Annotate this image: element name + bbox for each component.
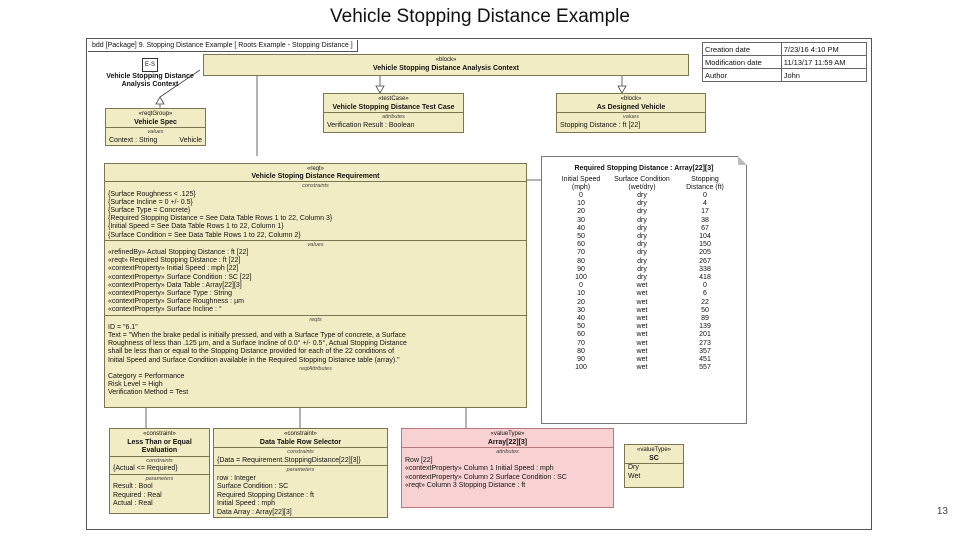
- table-cell: dry: [637, 257, 647, 265]
- table-cell: 30: [577, 306, 585, 314]
- data-table-note[interactable]: [541, 156, 747, 424]
- table-row: [553, 323, 735, 331]
- reqt-text-line: ID = "6.1": [108, 323, 138, 331]
- column-header: Stopping Distance (ft): [686, 176, 724, 191]
- table-cell: 80: [577, 257, 585, 265]
- table-cell: wet: [636, 331, 648, 339]
- table-cell: 0: [703, 192, 707, 199]
- constraint-item: {Surface Roughness < .125}: [108, 190, 196, 198]
- parameter-item: Data Array : Array[22][3]: [217, 508, 292, 516]
- section-label: attributes: [382, 114, 405, 120]
- table-cell: 60: [577, 331, 585, 339]
- table-cell: 557: [699, 364, 711, 372]
- table-row: [553, 307, 735, 315]
- reqt-text-line: shall be less than or equal to the Stopping Distance provided for each of the 22 conditions of: [108, 348, 395, 356]
- meta-key: Creation date: [703, 43, 782, 56]
- block-stereotype: «constraint»: [284, 431, 317, 437]
- table-row: [553, 315, 735, 323]
- table-cell: 0: [579, 282, 583, 290]
- table-cell: 20: [577, 208, 585, 216]
- block-designed-vehicle[interactable]: [556, 93, 706, 133]
- block-name: Data Table Row Selector: [259, 438, 342, 446]
- table-row: [553, 241, 735, 249]
- table-cell: 30: [577, 216, 585, 224]
- value-item: Stopping Distance : ft [22]: [560, 121, 641, 129]
- table-cell: 4: [703, 200, 707, 208]
- block-stereotype: «reqtGroup»: [138, 111, 173, 117]
- constraint-item: {Data = Requirement.StoppingDistance[22][3]}: [217, 456, 361, 464]
- table-cell: 50: [577, 233, 585, 241]
- meta-value: 11/13/17 11:59 AM: [781, 56, 866, 69]
- constraint-item: {Actual <= Required}: [113, 465, 178, 472]
- parameter-item: row : Integer: [217, 474, 256, 482]
- block-sc-type[interactable]: [624, 444, 684, 488]
- table-cell: dry: [637, 274, 647, 282]
- table-cell: dry: [637, 208, 647, 216]
- attribute-item: «contextProperty» Column 1 Initial Speed : mph: [405, 465, 554, 472]
- table-row: [553, 249, 735, 257]
- column-header: Surface Condition (wet/dry): [614, 176, 670, 191]
- table-cell: 418: [699, 274, 711, 282]
- value-item: «reqt» Required Stopping Distance : ft [22]: [108, 257, 241, 265]
- block-name: Vehicle Stopping Distance Analysis Context: [373, 64, 519, 72]
- context-icon-group: [100, 58, 200, 89]
- table-row: [553, 200, 735, 208]
- section-label: attributes: [496, 449, 519, 455]
- meta-key: Author: [703, 69, 782, 82]
- table-cell: 10: [577, 290, 585, 298]
- block-name: Vehicle Stoping Distance Requirement: [251, 173, 380, 181]
- table-cell: 80: [577, 347, 585, 355]
- attribute-item: Row [22]: [405, 456, 433, 464]
- section-label: parameters: [286, 467, 315, 473]
- block-stereotype: «testCase»: [378, 96, 409, 102]
- table-cell: 60: [577, 241, 585, 249]
- constraint-item: {Surface Type = Concrete}: [108, 207, 191, 215]
- table-cell: 6: [703, 290, 707, 298]
- table-cell: 50: [577, 323, 585, 331]
- reqt-text-line: Initial Speed and Surface Condition available in the Required Stopping Distance table (array).": [108, 356, 400, 364]
- value-item: «contextProperty» Surface Condition : SC [22]: [108, 273, 252, 281]
- value-item: «contextProperty» Surface Incline : °: [108, 306, 222, 314]
- table-cell: 90: [577, 265, 585, 273]
- block-stereotype: «block»: [435, 57, 457, 63]
- block-icon: E-S: [142, 58, 158, 72]
- block-stereotype: «constraint»: [143, 431, 176, 437]
- table-cell: 104: [699, 233, 711, 241]
- table-cell: 17: [701, 208, 709, 216]
- table-cell: wet: [636, 356, 648, 364]
- frame-label: bdd [Package] 9. Stopping Distance Example [ Roots Example - Stopping Distance ]: [88, 40, 358, 52]
- table-cell: wet: [636, 315, 648, 323]
- table-cell: 100: [575, 364, 587, 372]
- table-row: [553, 208, 735, 216]
- value-item: «contextProperty» Surface Roughness : µm: [108, 298, 244, 306]
- attribute-item: Verification Method = Test: [108, 389, 189, 397]
- block-row-selector[interactable]: [213, 428, 388, 518]
- attribute-item: Category = Performance: [108, 373, 185, 381]
- attribute-item: Verification Result : Boolean: [327, 121, 415, 129]
- value-item: Context : String: [109, 136, 158, 144]
- block-vehicle-spec[interactable]: [105, 108, 206, 146]
- parameter-item: Required : Real: [113, 491, 162, 499]
- block-name: SC: [649, 454, 659, 462]
- table-row: [553, 282, 735, 290]
- table-cell: 0: [703, 282, 707, 290]
- constraint-item: {Initial Speed = See Data Table Rows 1 to 22, Column 1}: [108, 223, 284, 231]
- table-cell: dry: [637, 249, 647, 257]
- table-cell: 10: [577, 200, 585, 208]
- table-row: [553, 258, 735, 266]
- table-body: [553, 192, 735, 372]
- section-label: values: [307, 241, 324, 248]
- section-label: values: [623, 114, 639, 120]
- parameter-item: Surface Condition : SC: [217, 483, 289, 490]
- block-name: Vehicle Spec: [134, 118, 177, 126]
- attribute-item: Risk Level = High: [108, 381, 163, 389]
- block-requirement[interactable]: [104, 163, 527, 408]
- table-cell: dry: [637, 200, 647, 208]
- meta-key: Modification date: [703, 56, 782, 69]
- table-row: [553, 331, 735, 339]
- table-cell: 40: [577, 315, 585, 323]
- section-label: constraints: [146, 457, 173, 464]
- page-number: 13: [936, 506, 948, 517]
- table-cell: 338: [699, 265, 711, 273]
- constraint-item: {Surface Incline = 0 +/- 0.5}: [108, 198, 193, 206]
- section-label: reqts: [309, 316, 322, 323]
- table-row: [553, 290, 735, 298]
- table-cell: 451: [699, 356, 711, 364]
- table-row: [553, 364, 735, 372]
- block-stereotype: «reqt»: [306, 166, 324, 172]
- table-cell: 100: [575, 274, 587, 282]
- block-stereotype: «valueType»: [636, 447, 672, 453]
- parameter-item: Required Stopping Distance : ft: [217, 491, 314, 499]
- table-cell: 50: [701, 306, 709, 314]
- table-cell: wet: [636, 306, 648, 314]
- table-cell: wet: [636, 290, 648, 298]
- section-label: values: [147, 129, 164, 135]
- table-row: [553, 266, 735, 274]
- section-label: constraints: [302, 183, 329, 190]
- section-label: constraints: [287, 449, 314, 455]
- table-cell: dry: [637, 241, 647, 249]
- meta-value: John: [781, 69, 866, 82]
- table-cell: wet: [636, 347, 648, 355]
- table-cell: wet: [636, 364, 648, 372]
- block-name: As Designed Vehicle: [596, 103, 666, 111]
- table-row: [553, 233, 735, 241]
- table-cell: wet: [636, 298, 648, 306]
- attribute-item: «contextProperty» Column 2 Surface Condition : SC: [405, 473, 567, 481]
- section-label: reqtAttributes: [299, 365, 332, 372]
- context-icon-label: Vehicle Stopping Distance Analysis Context: [106, 73, 194, 88]
- block-test-case[interactable]: [323, 93, 464, 133]
- parameter-item: Actual : Real: [113, 500, 153, 507]
- meta-value: 7/23/16 4:10 PM: [781, 43, 866, 56]
- value-item: Vehicle: [179, 136, 202, 144]
- block-name: Array[22][3]: [487, 438, 528, 446]
- parameter-item: Initial Speed : mph: [217, 500, 275, 507]
- table-cell: dry: [637, 233, 647, 241]
- table-row: [553, 217, 735, 225]
- table-row: [553, 356, 735, 364]
- block-value-array[interactable]: [401, 428, 614, 508]
- block-name: Less Than or Equal Evaluation: [127, 438, 192, 454]
- table-cell: 40: [577, 224, 585, 232]
- block-analysis-context[interactable]: [203, 54, 689, 76]
- value-item: «refinedBy» Actual Stopping Distance : ft [22]: [108, 249, 249, 257]
- table-row: [553, 274, 735, 282]
- table-cell: 201: [699, 331, 711, 339]
- attribute-item: «reqt» Column 3 Stopping Distance : ft: [405, 482, 526, 489]
- slide-title: Vehicle Stopping Distance Example: [330, 6, 630, 27]
- enum-literal: Dry: [628, 464, 639, 471]
- table-cell: 205: [699, 249, 711, 257]
- note-fold-corner: [738, 156, 747, 165]
- value-item: «contextProperty» Surface Type : String: [108, 290, 232, 298]
- data-table-title: Required Stopping Distance : Array[22][3]: [574, 165, 714, 172]
- table-cell: 139: [699, 323, 711, 331]
- value-item: «contextProperty» Initial Speed : mph [22]: [108, 265, 239, 273]
- table-cell: 20: [577, 298, 585, 306]
- table-cell: 267: [699, 257, 711, 265]
- table-cell: wet: [636, 282, 648, 290]
- table-cell: dry: [637, 192, 647, 199]
- table-cell: dry: [637, 265, 647, 273]
- column-header: Initial Speed (mph): [561, 176, 601, 191]
- block-stereotype: «valueType»: [490, 431, 525, 437]
- reqt-text-line: Text = "When the brake pedal is initially pressed, and with a Surface Type of concrete, a Surface: [108, 332, 406, 340]
- value-item: «contextProperty» Data Table : Array[22][3]: [108, 281, 242, 289]
- table-cell: wet: [636, 323, 648, 331]
- table-cell: 38: [701, 216, 709, 224]
- parameter-item: Result : Bool: [113, 483, 153, 490]
- table-row: [553, 225, 735, 233]
- table-cell: 70: [577, 339, 585, 347]
- table-cell: dry: [637, 224, 647, 232]
- block-less-equal[interactable]: [109, 428, 210, 514]
- constraint-item: {Surface Condition = See Data Table Rows 1 to 22, Column 2}: [108, 231, 301, 239]
- table-cell: 150: [699, 241, 711, 249]
- table-row: [553, 299, 735, 307]
- stopping-distance-table: [553, 176, 735, 372]
- table-cell: 357: [699, 347, 711, 355]
- table-row: [553, 192, 735, 200]
- table-row: [553, 348, 735, 356]
- enum-literal: Wet: [628, 472, 641, 480]
- table-row: [553, 340, 735, 348]
- table-cell: 67: [701, 224, 709, 232]
- block-stereotype: «block»: [620, 96, 642, 102]
- block-name: Vehicle Stopping Distance Test Case: [332, 103, 455, 111]
- table-cell: 70: [577, 249, 585, 257]
- table-cell: 89: [701, 315, 709, 323]
- table-cell: 90: [577, 356, 585, 364]
- reqt-text-line: Roughness of less than .125 µm, and a Surface Incline of 0.0° +/- 0.5°, Actual Stopping Distance: [108, 340, 407, 348]
- table-cell: 0: [579, 192, 583, 199]
- table-cell: wet: [636, 339, 648, 347]
- table-cell: dry: [637, 216, 647, 224]
- section-label: parameters: [145, 475, 174, 482]
- constraint-item: {Required Stopping Distance = See Data Table Rows 1 to 22, Column 3}: [108, 215, 333, 223]
- table-cell: 273: [699, 339, 711, 347]
- table-cell: 22: [701, 298, 709, 306]
